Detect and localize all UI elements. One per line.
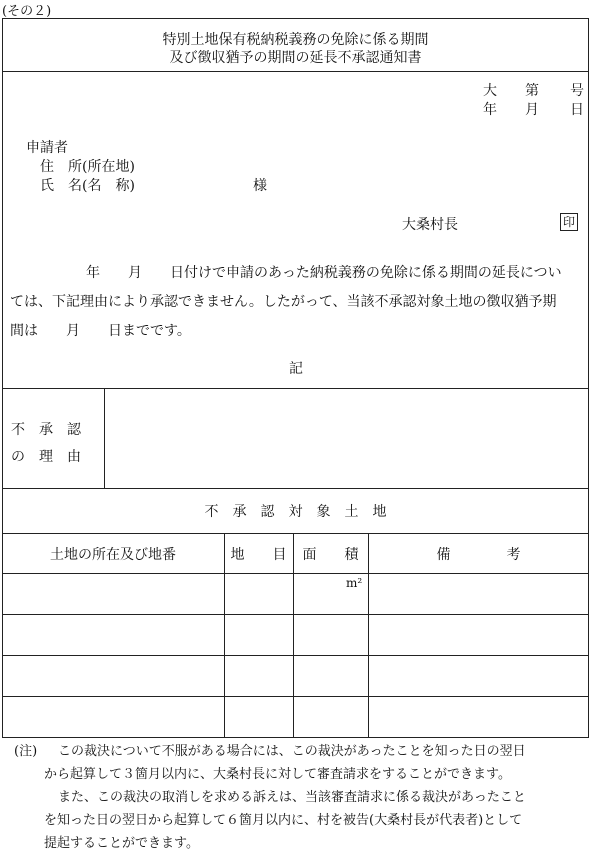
note-line-1: この裁決について不服がある場合には、この裁決があったことを知った日の翌日 (58, 744, 526, 759)
body-line-2: ては、下記理由により承認できません。したがって、当該不承認対象土地の徴収猶予期 (10, 294, 557, 310)
note-line-5: 提起することができます。 (44, 836, 199, 851)
doc-number-suffix: 号 (570, 83, 584, 99)
ki-heading: 記 (289, 361, 303, 377)
header-area: 面 積 (302, 547, 359, 563)
form-frame (2, 18, 589, 738)
header-location: 土地の所在及び地番 (50, 547, 176, 563)
land-title-divider (2, 533, 589, 534)
reason-label-divider (104, 388, 105, 488)
doc-number-mid: 第 (525, 83, 539, 99)
note-line-4: を知った日の翌日から起算して６箇月以内に、村を被告(大桑村長が代表者)として (44, 813, 523, 828)
table-col-divider-3 (368, 533, 369, 738)
title-line-2: 及び徴収猶予の期間の延長不承認通知書 (169, 50, 422, 66)
header-remarks: 備 考 (436, 547, 521, 563)
note-line-2: から起算して３箇月以内に、大桑村長に対して審査請求をすることができます。 (44, 767, 511, 782)
applicant-heading: 申請者 (26, 140, 68, 156)
note-line-3: また、この裁決の取消しを求める訴えは、当該審査請求に係る裁決があったこと (58, 790, 526, 805)
title-divider (2, 71, 589, 72)
body-line-1: 年 月 日付けで申請のあった納税義務の免除に係る期間の延長につい (86, 265, 562, 281)
body-line-3: 間は 月 日までです。 (10, 323, 191, 339)
form-number: (その２) (2, 4, 52, 19)
area-unit: m² (346, 576, 363, 590)
doc-date-year: 年 (483, 102, 497, 118)
reason-label-line-1: 不 承 認 (11, 422, 81, 438)
header-category: 地 目 (230, 547, 287, 563)
reason-bottom-divider (2, 488, 589, 489)
table-header-divider (2, 573, 589, 574)
doc-number-prefix: 大 (483, 83, 497, 99)
reason-label-line-2: の 理 由 (11, 449, 81, 465)
table-row-divider-3 (2, 696, 589, 697)
applicant-address-label: 住 所(所在地) (40, 159, 135, 175)
doc-date-month: 月 (525, 102, 539, 118)
note-label: (注) (14, 744, 38, 759)
honorific: 様 (253, 178, 267, 194)
reason-top-divider (2, 388, 589, 389)
applicant-name-label: 氏 名(名 称) (40, 178, 135, 194)
table-col-divider-2 (293, 533, 294, 738)
seal-mark: 印 (560, 213, 578, 231)
table-col-divider-1 (224, 533, 225, 738)
title-line-1: 特別土地保有税納税義務の免除に係る期間 (162, 32, 429, 48)
table-row-divider-2 (2, 655, 589, 656)
table-row-divider-1 (2, 614, 589, 615)
issuer-name: 大桑村長 (402, 217, 458, 233)
doc-date-day: 日 (570, 102, 584, 118)
land-section-title: 不 承 認 対 象 土 地 (204, 504, 387, 520)
